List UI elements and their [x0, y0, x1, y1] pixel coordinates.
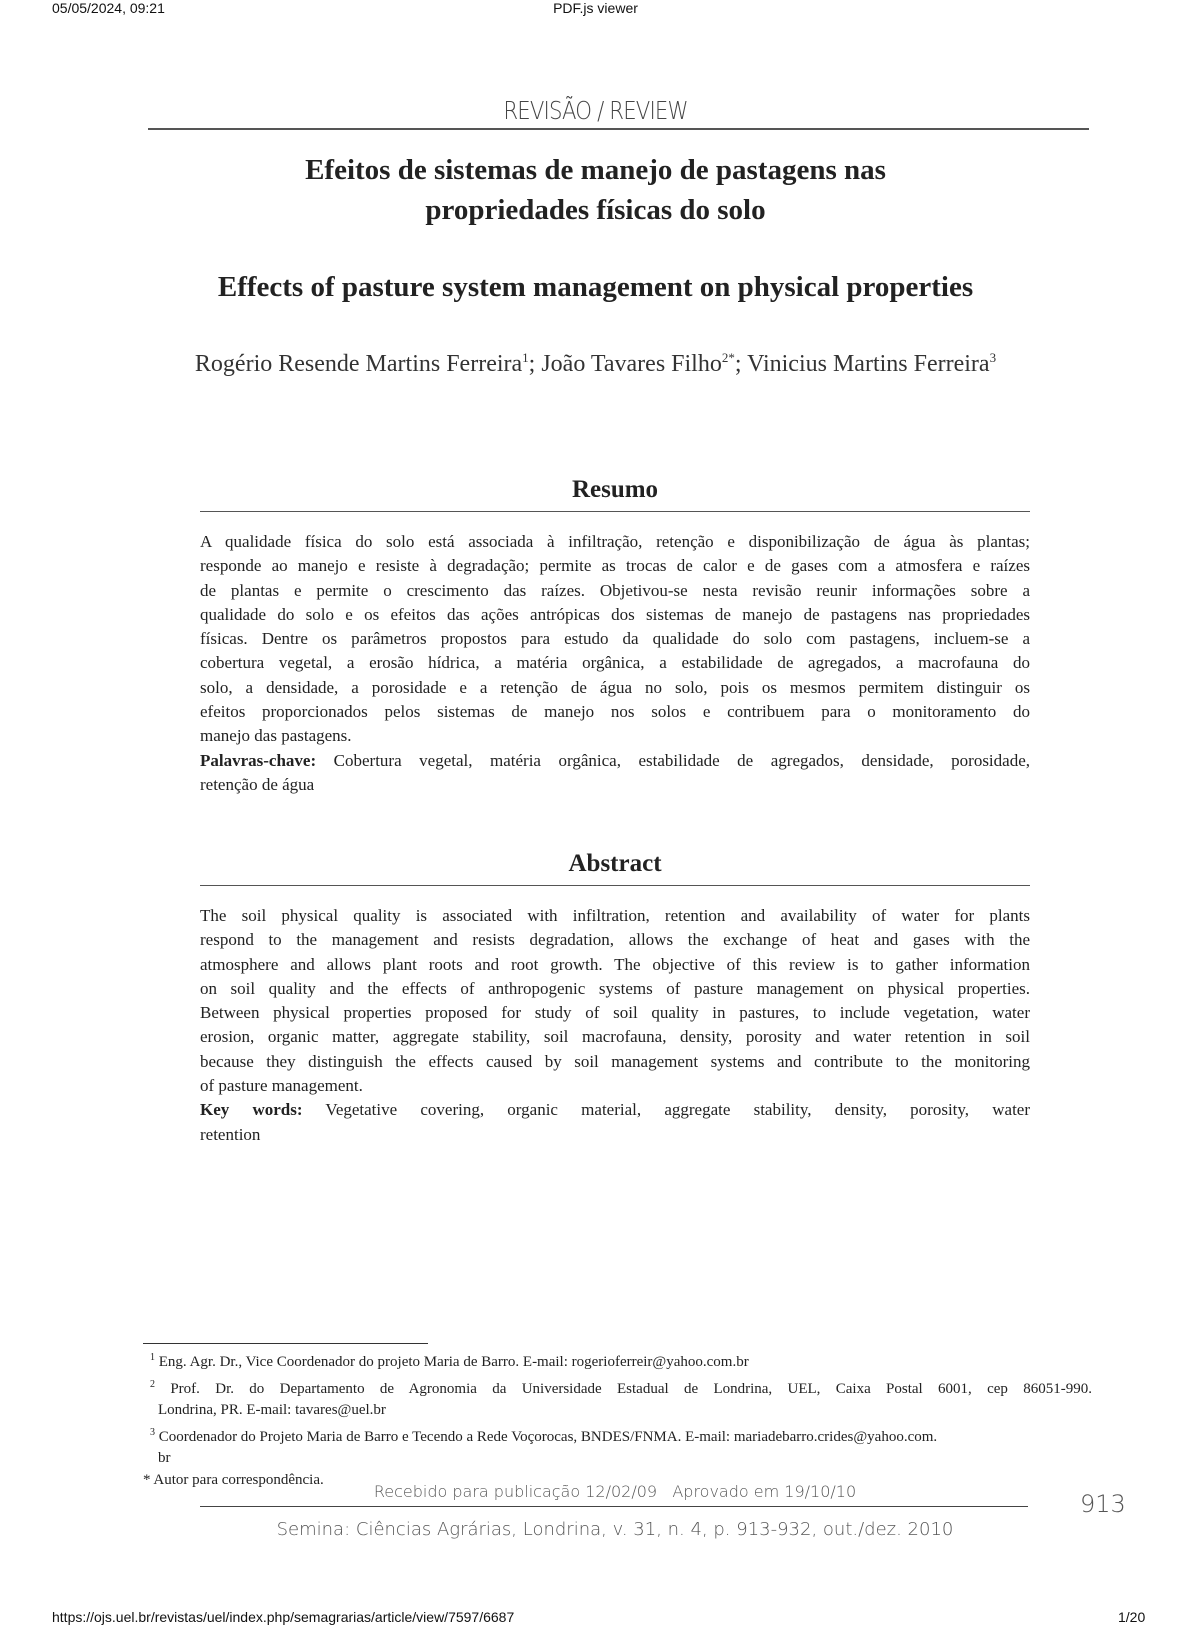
title-pt-line-2: propriedades físicas do solo	[425, 194, 766, 226]
abstract-keywords-cont: retention	[200, 1124, 261, 1144]
print-datetime: 05/05/2024, 09:21	[52, 0, 165, 16]
resumo-line: efeitos proporcionados pelos sistemas de manejo nos solos e contribuem para o monitoramento do	[200, 702, 1030, 722]
journal-citation: Semina: Ciências Agrárias, Londrina, v. 31, n. 4, p. 913-932, out./dez. 2010	[276, 1519, 954, 1540]
footnote-2-cont: Londrina, PR. E-mail: tavares@uel.br	[158, 1402, 386, 1418]
footnote-rule	[143, 1343, 428, 1344]
resumo-line: manejo das pastagens.	[200, 726, 352, 746]
resumo-line: A qualidade física do solo está associada à infiltração, retenção e disponibilização de água às plantas;	[200, 532, 1030, 551]
page-number: 913	[1080, 1490, 1126, 1518]
footnote-text: Coordenador do Projeto Maria de Barro e Tecendo a Rede Voçorocas, BNDES/FNMA. E-mail: mariadebarro.crides@yahoo.com.	[158, 1428, 938, 1445]
footnote-3-cont: br	[158, 1450, 171, 1466]
abstract-body	[200, 904, 1030, 1147]
abstract-line: atmosphere and allows plant roots and root growth. The objective of this review is to gather information	[200, 954, 1030, 974]
resumo-line: cobertura vegetal, a erosão hídrica, a matéria orgânica, a estabilidade de agregados, a macrofauna do	[200, 653, 1030, 673]
author-name: Rogério Resende Martins Ferreira	[194, 351, 523, 377]
author-name: João Tavares Filho	[541, 351, 722, 377]
author-affiliation: 3	[989, 350, 997, 365]
footnote-mark: 1	[150, 1352, 155, 1363]
resumo-heading: Resumo	[571, 476, 659, 503]
resumo-line: de plantas e permite o crescimento das raízes. Objetivou-se nesta revisão reunir informações sobre a	[200, 580, 1030, 600]
abstract-rule	[200, 885, 1030, 886]
author-name: Vinicius Martins Ferreira	[747, 351, 990, 377]
resumo-line: solo, a densidade, a porosidade e a retenção de água no solo, pois os mesmos permitem distinguir os	[200, 677, 1030, 697]
footnote-text: Eng. Agr. Dr., Vice Coordenador do projeto Maria de Barro. E-mail: rogerioferreir@yahoo.com.br	[158, 1354, 749, 1370]
abstract-keywords	[200, 1098, 1030, 1122]
author-separator: ;	[734, 351, 748, 377]
author-affiliation: 2*	[721, 350, 735, 365]
keywords-text: Vegetative covering, organic material, aggregate stability, density, porosity, water	[302, 1100, 1030, 1120]
print-title: PDF.js viewer	[553, 0, 638, 16]
resumo-rule	[200, 511, 1030, 512]
footnote-mark: 3	[150, 1426, 155, 1438]
section-label: REVISÃO / REVIEW	[503, 96, 688, 125]
resumo-keywords-cont: retenção de água	[200, 774, 315, 794]
footnotes	[143, 1347, 1092, 1491]
abstract-line: on soil quality and the effects of anthropogenic systems of pasture management on physical properties.	[200, 978, 1030, 998]
footnote-mark: *	[143, 1471, 151, 1488]
abstract-line: of pasture management.	[200, 1076, 363, 1096]
abstract-line: erosion, organic matter, aggregate stability, soil macrofauna, density, porosity and water retention in soil	[200, 1027, 1030, 1047]
footnote-mark: 2	[150, 1378, 155, 1390]
received-dates: Recebido para publicação 12/02/09 Aprovado em 19/10/10	[373, 1482, 857, 1501]
print-page-count: 1/20	[1118, 1609, 1146, 1625]
footnote-1	[150, 1347, 1092, 1374]
title-pt-line-1: Efeitos de sistemas de manejo de pastagens nas	[305, 154, 886, 186]
author-separator: ;	[528, 351, 542, 377]
authors	[0, 350, 1191, 378]
footer-rule	[200, 1506, 1028, 1507]
keywords-text: Cobertura vegetal, matéria orgânica, estabilidade de agregados, densidade, porosidade,	[316, 750, 1030, 770]
header-rule	[148, 128, 1089, 130]
keywords-label: Key words:	[200, 1100, 303, 1120]
resumo-body	[200, 530, 1030, 797]
keywords-label: Palavras-chave:	[200, 750, 317, 770]
abstract-line: The soil physical quality is associated with infiltration, retention and availability of water for plants	[200, 906, 1030, 925]
abstract-heading: Abstract	[568, 850, 662, 877]
abstract-line: Between physical properties proposed for study of soil quality in pastures, to include vegetation, water	[200, 1003, 1030, 1023]
source-url: https://ojs.uel.br/revistas/uel/index.php/semagrarias/article/view/7597/6687	[52, 1609, 515, 1625]
resumo-line: qualidade do solo e os efeitos das ações antrópicas dos sistemas de manejo de pastagens nas propriedades	[200, 604, 1030, 624]
resumo-line: físicas. Dentre os parâmetros propostos para estudo da qualidade do solo com pastagens, incluem-se a	[200, 629, 1030, 649]
abstract-line: respond to the management and resists degradation, allows the exchange of heat and gases with the	[200, 930, 1030, 950]
resumo-line: responde ao manejo e resiste à degradação; permite as trocas de calor e de gases com a atmosfera e raízes	[200, 556, 1030, 576]
footnote-3	[150, 1422, 1092, 1449]
footnote-text: Autor para correspondência.	[150, 1471, 324, 1488]
footnote-text: Prof. Dr. do Departamento de Agronomia da Universidade Estadual de Londrina, UEL, Caixa Postal 6001, cep 86051-990.	[170, 1380, 1092, 1397]
abstract-line: because they distinguish the effects caused by soil management systems and contribute to the monitoring	[200, 1051, 1030, 1071]
author-affiliation: 1	[522, 350, 529, 365]
footnote-2	[150, 1374, 1092, 1401]
resumo-keywords	[200, 749, 1030, 773]
title-en: Effects of pasture system management on physical properties	[217, 271, 974, 303]
